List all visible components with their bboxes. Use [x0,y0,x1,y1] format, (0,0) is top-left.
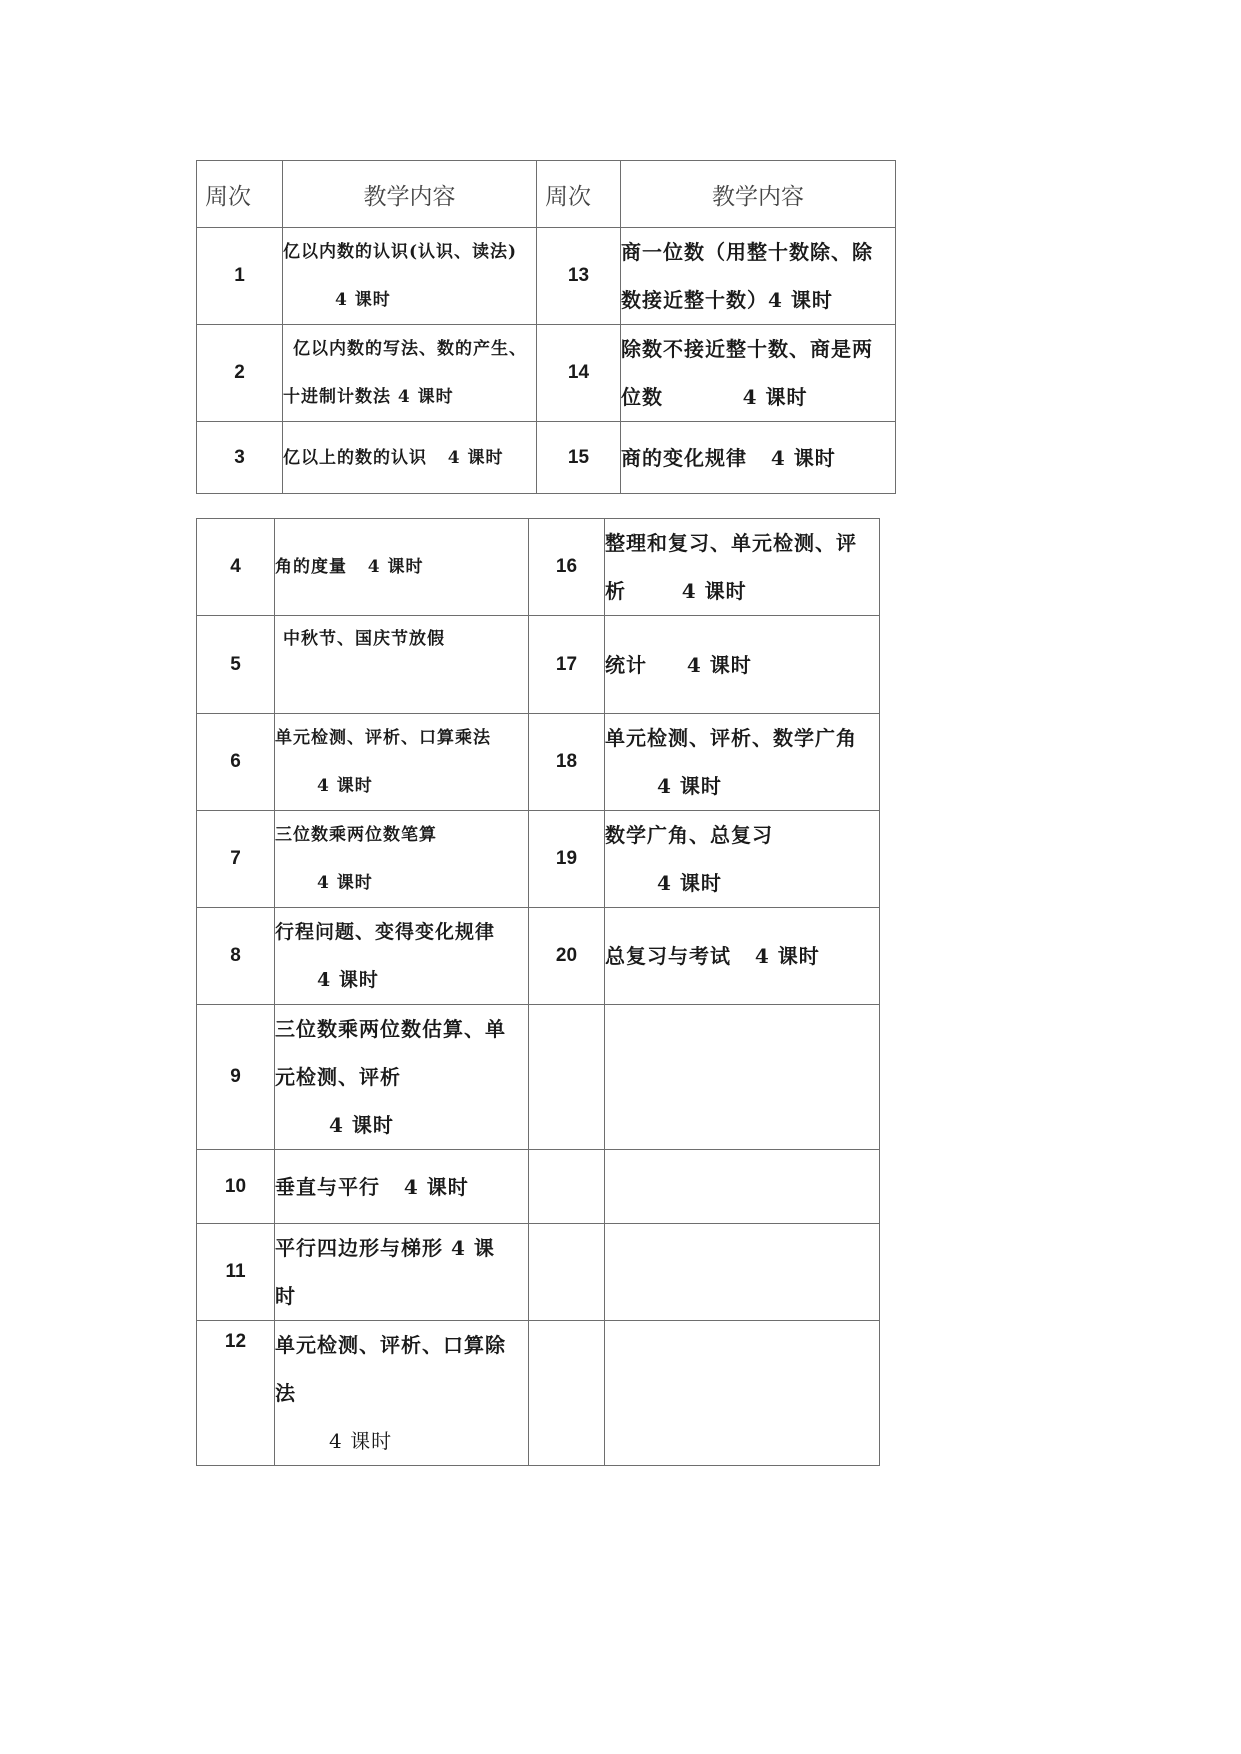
table-row [197,325,896,422]
empty-cell [529,1005,605,1150]
content-line: 析 4 课时 [605,579,747,603]
week-content [605,616,880,714]
table-row [197,1005,880,1150]
week-content [621,325,896,422]
table-row [197,1150,880,1224]
content-line: 4 课时 [317,776,373,796]
content-line: 行程问题、变得变化规律 [275,921,496,943]
schedule-table-bottom [196,518,880,1466]
week-content [605,519,880,616]
header-content-left: 教学内容 [283,161,537,228]
content-line: 位数 4 课时 [621,385,808,409]
week-content [275,1321,529,1466]
header-content-right: 教学内容 [621,161,896,228]
week-content [621,228,896,325]
week-number: 11 [197,1224,275,1321]
week-number: 20 [529,908,605,1005]
table-row [197,228,896,325]
header-week-left: 周次 [197,161,283,228]
empty-cell [605,1321,880,1466]
week-content [275,616,529,714]
content-line: 4 课时 [329,1113,394,1137]
week-number: 17 [529,616,605,714]
week-number: 16 [529,519,605,616]
content-line: 4 课时 [317,969,379,991]
content-line: 数接近整十数）4 课时 [621,288,833,312]
week-number: 13 [537,228,621,325]
content-line: 商的变化规律 4 课时 [621,445,836,470]
table-row [197,908,880,1005]
table-row [197,1321,880,1466]
week-content [275,519,529,616]
content-line: 4 课时 [317,873,373,893]
content-line: 商一位数（用整十数除、除 [621,240,873,264]
header-week-right: 周次 [537,161,621,228]
content-line: 角的度量 4 课时 [275,557,424,577]
empty-cell [605,1005,880,1150]
content-line: 时 [275,1284,296,1308]
week-number: 10 [197,1150,275,1224]
content-line: 统计 4 课时 [605,652,752,677]
content-line: 三位数乘两位数笔算 [275,825,437,845]
empty-cell [605,1224,880,1321]
week-content [275,908,529,1005]
week-number: 3 [197,422,283,494]
week-content [275,714,529,811]
table-row [197,422,896,494]
content-line: 4 课时 [657,774,722,798]
content-line: 法 [275,1381,296,1405]
content-line: 亿以内数的认识(认识、读法) [283,242,518,262]
table-row [197,811,880,908]
week-number: 8 [197,908,275,1005]
week-content [605,714,880,811]
content-line: 单元检测、评析、数学广角 [605,726,857,750]
week-content [283,422,537,494]
content-line: 4 课时 [657,871,722,895]
empty-cell [605,1150,880,1224]
content-line: 中秋节、国庆节放假 [283,629,445,649]
content-line: 除数不接近整十数、商是两 [621,337,873,361]
week-number: 12 [197,1321,275,1466]
content-line: 4 课时 [329,1429,393,1453]
week-number: 5 [197,616,275,714]
content-line: 4 课时 [335,290,391,310]
content-line: 十进制计数法 4 课时 [283,387,454,407]
schedule-table-top [196,160,896,494]
content-line: 亿以内数的写法、数的产生、 [293,339,527,359]
content-line: 亿以上的数的认识 4 课时 [283,447,504,468]
week-number: 18 [529,714,605,811]
content-line: 垂直与平行 4 课时 [275,1174,469,1199]
week-content [275,1005,529,1150]
empty-cell [529,1224,605,1321]
week-content [275,1150,529,1224]
table-row [197,616,880,714]
content-line: 元检测、评析 [275,1065,401,1089]
week-number: 19 [529,811,605,908]
week-content [605,908,880,1005]
table-row [197,519,880,616]
week-number: 6 [197,714,275,811]
week-number: 2 [197,325,283,422]
table-row [197,714,880,811]
week-number: 1 [197,228,283,325]
week-content [621,422,896,494]
empty-cell [529,1321,605,1466]
week-content [283,325,537,422]
header-row [197,161,896,228]
week-content [283,228,537,325]
table-row [197,1224,880,1321]
content-line: 单元检测、评析、口算乘法 [275,728,491,748]
week-content [275,1224,529,1321]
content-line: 整理和复习、单元检测、评 [605,531,857,555]
empty-cell [529,1150,605,1224]
week-number: 7 [197,811,275,908]
week-number: 9 [197,1005,275,1150]
content-line: 平行四边形与梯形 4 课 [275,1236,495,1260]
week-number: 4 [197,519,275,616]
content-line: 三位数乘两位数估算、单 [275,1017,506,1041]
week-content [605,811,880,908]
week-content [275,811,529,908]
week-number: 15 [537,422,621,494]
content-line: 单元检测、评析、口算除 [275,1333,506,1357]
content-line: 总复习与考试 4 课时 [605,944,820,968]
week-number: 14 [537,325,621,422]
content-line: 数学广角、总复习 [605,823,773,847]
